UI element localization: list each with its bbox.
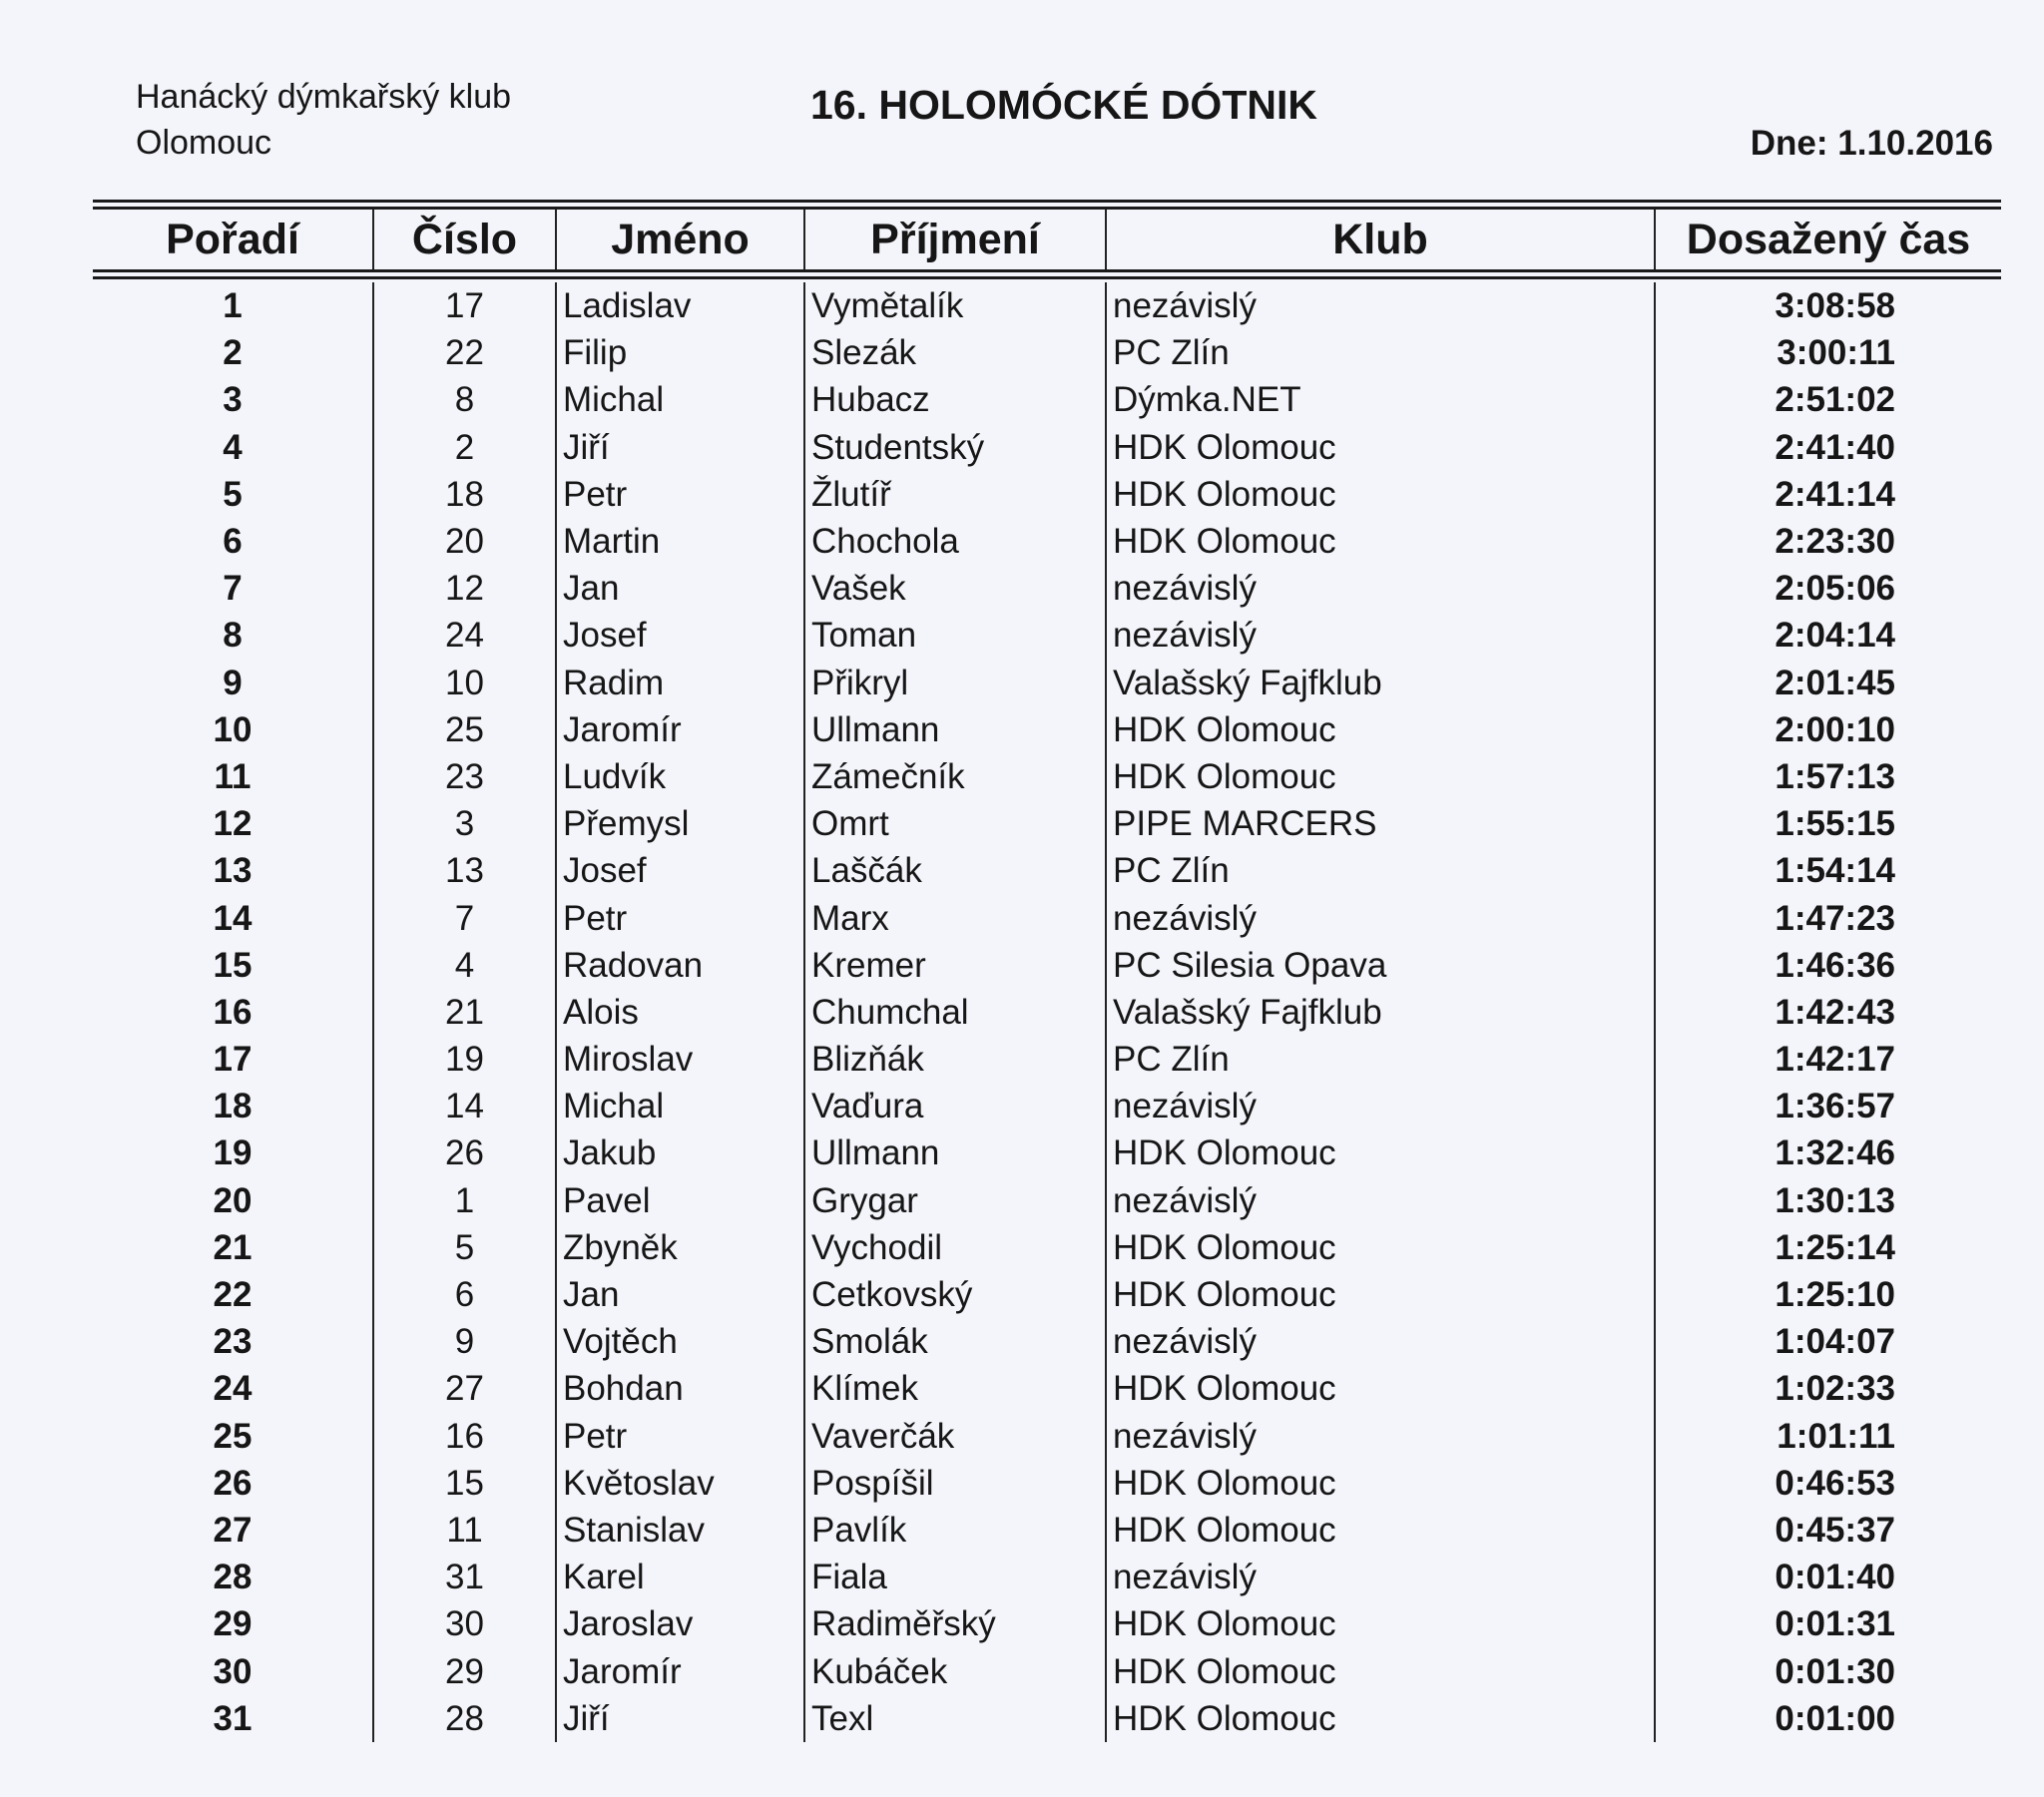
rank-cell: 27: [93, 1507, 373, 1554]
time-cell: 2:41:14: [1775, 474, 1895, 514]
table-row: [93, 376, 2001, 423]
table-row: [93, 471, 2001, 518]
number-cell: 2: [373, 424, 556, 471]
club-cell: PC Zlín: [1106, 847, 1655, 894]
club-cell: HDK Olomouc: [1106, 1695, 1655, 1742]
rank-cell: 24: [93, 1365, 373, 1412]
number-cell: 12: [373, 565, 556, 612]
first-name-cell: Miroslav: [556, 1036, 804, 1083]
first-name-cell: Karel: [556, 1554, 804, 1600]
first-name-cell: Stanislav: [556, 1507, 804, 1554]
results-body: [93, 282, 2001, 1742]
time-cell: 1:54:14: [1775, 851, 1895, 891]
first-name-cell: Jiří: [556, 424, 804, 471]
time-cell: 1:42:17: [1775, 1040, 1895, 1080]
rank-cell: 19: [93, 1129, 373, 1176]
last-name-cell: Vaverčák: [804, 1413, 1106, 1460]
club-cell: PC Silesia Opava: [1106, 942, 1655, 989]
rank-cell: 20: [93, 1177, 373, 1224]
number-cell: 21: [373, 989, 556, 1036]
number-cell: 10: [373, 660, 556, 706]
event-date: Dne: 1.10.2016: [1750, 124, 1993, 163]
table-row: [93, 753, 2001, 800]
rank-cell: 6: [93, 518, 373, 565]
last-name-cell: Texl: [804, 1695, 1106, 1742]
number-cell: 16: [373, 1413, 556, 1460]
time-cell: 2:04:14: [1775, 616, 1895, 656]
col-header-club: Klub: [1106, 210, 1655, 269]
table-row: [93, 1083, 2001, 1129]
last-name-cell: Kubáček: [804, 1647, 1106, 1694]
first-name-cell: Jaromír: [556, 706, 804, 753]
first-name-cell: Michal: [556, 1083, 804, 1129]
rank-cell: 11: [93, 753, 373, 800]
last-name-cell: Omrt: [804, 800, 1106, 847]
number-cell: 1: [373, 1177, 556, 1224]
time-cell: 1:25:10: [1775, 1275, 1895, 1315]
time-cell: 1:01:11: [1777, 1416, 1895, 1456]
last-name-cell: Vychodil: [804, 1224, 1106, 1271]
table-row: [93, 282, 2001, 329]
first-name-cell: Petr: [556, 894, 804, 941]
table-row: [93, 1600, 2001, 1647]
last-name-cell: Ullmann: [804, 706, 1106, 753]
time-cell: 2:05:06: [1775, 569, 1895, 609]
rank-cell: 21: [93, 1224, 373, 1271]
time-cell: 1:32:46: [1775, 1133, 1895, 1173]
first-name-cell: Michal: [556, 376, 804, 423]
table-row: [93, 706, 2001, 753]
number-cell: 19: [373, 1036, 556, 1083]
last-name-cell: Laščák: [804, 847, 1106, 894]
col-header-first-name: Jméno: [556, 210, 804, 269]
col-header-last-name: Příjmení: [804, 210, 1106, 269]
time-cell: 1:55:15: [1775, 804, 1895, 844]
club-cell: nezávislý: [1106, 1083, 1655, 1129]
last-name-cell: Marx: [804, 894, 1106, 941]
first-name-cell: Alois: [556, 989, 804, 1036]
rank-cell: 15: [93, 942, 373, 989]
top-rule: [93, 200, 2001, 203]
table-row: [93, 518, 2001, 565]
number-cell: 8: [373, 376, 556, 423]
first-name-cell: Vojtěch: [556, 1318, 804, 1365]
club-cell: PIPE MARCERS: [1106, 800, 1655, 847]
table-row: [93, 942, 2001, 989]
table-row: [93, 565, 2001, 612]
time-cell: 2:41:40: [1775, 427, 1895, 467]
last-name-cell: Grygar: [804, 1177, 1106, 1224]
table-row: [93, 660, 2001, 706]
last-name-cell: Smolák: [804, 1318, 1106, 1365]
rank-cell: 3: [93, 376, 373, 423]
time-cell: 1:47:23: [1775, 898, 1895, 938]
club-cell: nezávislý: [1106, 1318, 1655, 1365]
first-name-cell: Josef: [556, 612, 804, 659]
number-cell: 23: [373, 753, 556, 800]
time-cell: 0:45:37: [1775, 1510, 1895, 1550]
results-table: [93, 210, 2001, 269]
club-cell: HDK Olomouc: [1106, 1460, 1655, 1507]
first-name-cell: Jaroslav: [556, 1600, 804, 1647]
table-row: [93, 1271, 2001, 1318]
number-cell: 25: [373, 706, 556, 753]
table-row: [93, 1695, 2001, 1742]
time-cell: 0:01:00: [1775, 1698, 1895, 1738]
rank-cell: 2: [93, 329, 373, 376]
rank-cell: 30: [93, 1647, 373, 1694]
time-cell: 2:00:10: [1775, 709, 1895, 749]
table-row: [93, 894, 2001, 941]
number-cell: 22: [373, 329, 556, 376]
time-cell: 0:01:40: [1775, 1558, 1895, 1597]
last-name-cell: Hubacz: [804, 376, 1106, 423]
last-name-cell: Toman: [804, 612, 1106, 659]
last-name-cell: Žlutíř: [804, 471, 1106, 518]
time-cell: 2:23:30: [1775, 522, 1895, 562]
first-name-cell: Ladislav: [556, 282, 804, 329]
number-cell: 24: [373, 612, 556, 659]
rank-cell: 31: [93, 1695, 373, 1742]
number-cell: 20: [373, 518, 556, 565]
table-row: [93, 1365, 2001, 1412]
number-cell: 17: [373, 282, 556, 329]
last-name-cell: Vašek: [804, 565, 1106, 612]
number-cell: 27: [373, 1365, 556, 1412]
rank-cell: 28: [93, 1554, 373, 1600]
club-cell: nezávislý: [1106, 1554, 1655, 1600]
rank-cell: 14: [93, 894, 373, 941]
last-name-cell: Slezák: [804, 329, 1106, 376]
club-cell: PC Zlín: [1106, 1036, 1655, 1083]
document-title: 16. HOLOMÓCKÉ DÓTNIK: [810, 82, 1317, 128]
club-cell: HDK Olomouc: [1106, 1647, 1655, 1694]
rank-cell: 13: [93, 847, 373, 894]
rank-cell: 5: [93, 471, 373, 518]
club-cell: HDK Olomouc: [1106, 424, 1655, 471]
rank-cell: 23: [93, 1318, 373, 1365]
table-row: [93, 1318, 2001, 1365]
time-cell: 0:01:30: [1775, 1651, 1895, 1691]
last-name-cell: Zámečník: [804, 753, 1106, 800]
rank-cell: 22: [93, 1271, 373, 1318]
club-cell: nezávislý: [1106, 1413, 1655, 1460]
table-row: [93, 1224, 2001, 1271]
last-name-cell: Chumchal: [804, 989, 1106, 1036]
first-name-cell: Ludvík: [556, 753, 804, 800]
time-cell: 0:46:53: [1775, 1463, 1895, 1503]
rank-cell: 4: [93, 424, 373, 471]
table-row: [93, 1129, 2001, 1176]
table-row: [93, 989, 2001, 1036]
number-cell: 4: [373, 942, 556, 989]
header-rule-inner: [93, 276, 2001, 279]
club-cell: Valašský Fajfklub: [1106, 989, 1655, 1036]
first-name-cell: Filip: [556, 329, 804, 376]
time-cell: 2:51:02: [1775, 380, 1895, 420]
table-row: [93, 1413, 2001, 1460]
first-name-cell: Jan: [556, 1271, 804, 1318]
first-name-cell: Josef: [556, 847, 804, 894]
number-cell: 31: [373, 1554, 556, 1600]
number-cell: 13: [373, 847, 556, 894]
col-header-time: Dosažený čas: [1686, 215, 1971, 263]
first-name-cell: Jiří: [556, 1695, 804, 1742]
number-cell: 26: [373, 1129, 556, 1176]
first-name-cell: Radim: [556, 660, 804, 706]
club-cell: Valašský Fajfklub: [1106, 660, 1655, 706]
last-name-cell: Studentský: [804, 424, 1106, 471]
table-row: [93, 612, 2001, 659]
header-rule: [93, 269, 2001, 272]
time-cell: 1:30:13: [1775, 1180, 1895, 1220]
table-row: [93, 1647, 2001, 1694]
number-cell: 7: [373, 894, 556, 941]
club-cell: HDK Olomouc: [1106, 1507, 1655, 1554]
first-name-cell: Jaromír: [556, 1647, 804, 1694]
last-name-cell: Fiala: [804, 1554, 1106, 1600]
club-cell: HDK Olomouc: [1106, 1224, 1655, 1271]
first-name-cell: Martin: [556, 518, 804, 565]
last-name-cell: Pospíšil: [804, 1460, 1106, 1507]
first-name-cell: Bohdan: [556, 1365, 804, 1412]
first-name-cell: Zbyněk: [556, 1224, 804, 1271]
last-name-cell: Cetkovský: [804, 1271, 1106, 1318]
last-name-cell: Vymětalík: [804, 282, 1106, 329]
last-name-cell: Klímek: [804, 1365, 1106, 1412]
last-name-cell: Radiměřský: [804, 1600, 1106, 1647]
first-name-cell: Petr: [556, 1413, 804, 1460]
time-cell: 0:01:31: [1775, 1604, 1895, 1644]
first-name-cell: Jan: [556, 565, 804, 612]
number-cell: 5: [373, 1224, 556, 1271]
time-cell: 1:02:33: [1775, 1369, 1895, 1409]
organizer-block: [136, 74, 511, 166]
time-cell: 1:36:57: [1775, 1087, 1895, 1126]
number-cell: 11: [373, 1507, 556, 1554]
time-cell: 1:46:36: [1775, 945, 1895, 985]
time-cell: 1:57:13: [1775, 756, 1895, 796]
time-cell: 1:42:43: [1775, 992, 1895, 1032]
table-row: [93, 424, 2001, 471]
organizer-name: Hanácký dýmkařský klub: [136, 78, 512, 116]
club-cell: HDK Olomouc: [1106, 1129, 1655, 1176]
rank-cell: 12: [93, 800, 373, 847]
last-name-cell: Vaďura: [804, 1083, 1106, 1129]
club-cell: nezávislý: [1106, 612, 1655, 659]
club-cell: nezávislý: [1106, 1177, 1655, 1224]
rank-cell: 29: [93, 1600, 373, 1647]
first-name-cell: Přemysl: [556, 800, 804, 847]
first-name-cell: Pavel: [556, 1177, 804, 1224]
table-row: [93, 1036, 2001, 1083]
number-cell: 18: [373, 471, 556, 518]
number-cell: 30: [373, 1600, 556, 1647]
club-cell: HDK Olomouc: [1106, 1365, 1655, 1412]
club-cell: nezávislý: [1106, 894, 1655, 941]
time-cell: 2:01:45: [1775, 663, 1895, 702]
club-cell: HDK Olomouc: [1106, 471, 1655, 518]
number-cell: 14: [373, 1083, 556, 1129]
rank-cell: 7: [93, 565, 373, 612]
club-cell: HDK Olomouc: [1106, 1271, 1655, 1318]
table-row: [93, 847, 2001, 894]
first-name-cell: Radovan: [556, 942, 804, 989]
table-row: [93, 800, 2001, 847]
last-name-cell: Přikryl: [804, 660, 1106, 706]
number-cell: 15: [373, 1460, 556, 1507]
club-cell: HDK Olomouc: [1106, 518, 1655, 565]
last-name-cell: Ullmann: [804, 1129, 1106, 1176]
club-cell: nezávislý: [1106, 282, 1655, 329]
last-name-cell: Kremer: [804, 942, 1106, 989]
number-cell: 28: [373, 1695, 556, 1742]
club-cell: HDK Olomouc: [1106, 1600, 1655, 1647]
number-cell: 3: [373, 800, 556, 847]
last-name-cell: Blizňák: [804, 1036, 1106, 1083]
first-name-cell: Petr: [556, 471, 804, 518]
club-cell: Dýmka.NET: [1106, 376, 1655, 423]
col-header-rank: Pořadí: [93, 210, 373, 269]
club-cell: HDK Olomouc: [1106, 753, 1655, 800]
rank-cell: 16: [93, 989, 373, 1036]
rank-cell: 17: [93, 1036, 373, 1083]
time-cell: 1:25:14: [1775, 1227, 1895, 1267]
first-name-cell: Jakub: [556, 1129, 804, 1176]
rank-cell: 9: [93, 660, 373, 706]
table-row: [93, 1554, 2001, 1600]
time-cell: 3:08:58: [1775, 286, 1895, 326]
club-cell: PC Zlín: [1106, 329, 1655, 376]
club-cell: HDK Olomouc: [1106, 706, 1655, 753]
number-cell: 9: [373, 1318, 556, 1365]
rank-cell: 26: [93, 1460, 373, 1507]
rank-cell: 8: [93, 612, 373, 659]
last-name-cell: Pavlík: [804, 1507, 1106, 1554]
rank-cell: 1: [93, 282, 373, 329]
rank-cell: 25: [93, 1413, 373, 1460]
col-header-number: Číslo: [373, 210, 556, 269]
results-table-wrap: [93, 200, 2001, 1742]
rank-cell: 18: [93, 1083, 373, 1129]
club-cell: nezávislý: [1106, 565, 1655, 612]
table-row: [93, 1460, 2001, 1507]
time-cell: 3:00:11: [1777, 333, 1895, 373]
header-row: [93, 210, 2001, 269]
table-row: [93, 329, 2001, 376]
organizer-city: Olomouc: [136, 124, 272, 162]
table-row: [93, 1507, 2001, 1554]
last-name-cell: Chochola: [804, 518, 1106, 565]
first-name-cell: Květoslav: [556, 1460, 804, 1507]
time-cell: 1:04:07: [1775, 1322, 1895, 1362]
rank-cell: 10: [93, 706, 373, 753]
number-cell: 6: [373, 1271, 556, 1318]
number-cell: 29: [373, 1647, 556, 1694]
table-row: [93, 1177, 2001, 1224]
